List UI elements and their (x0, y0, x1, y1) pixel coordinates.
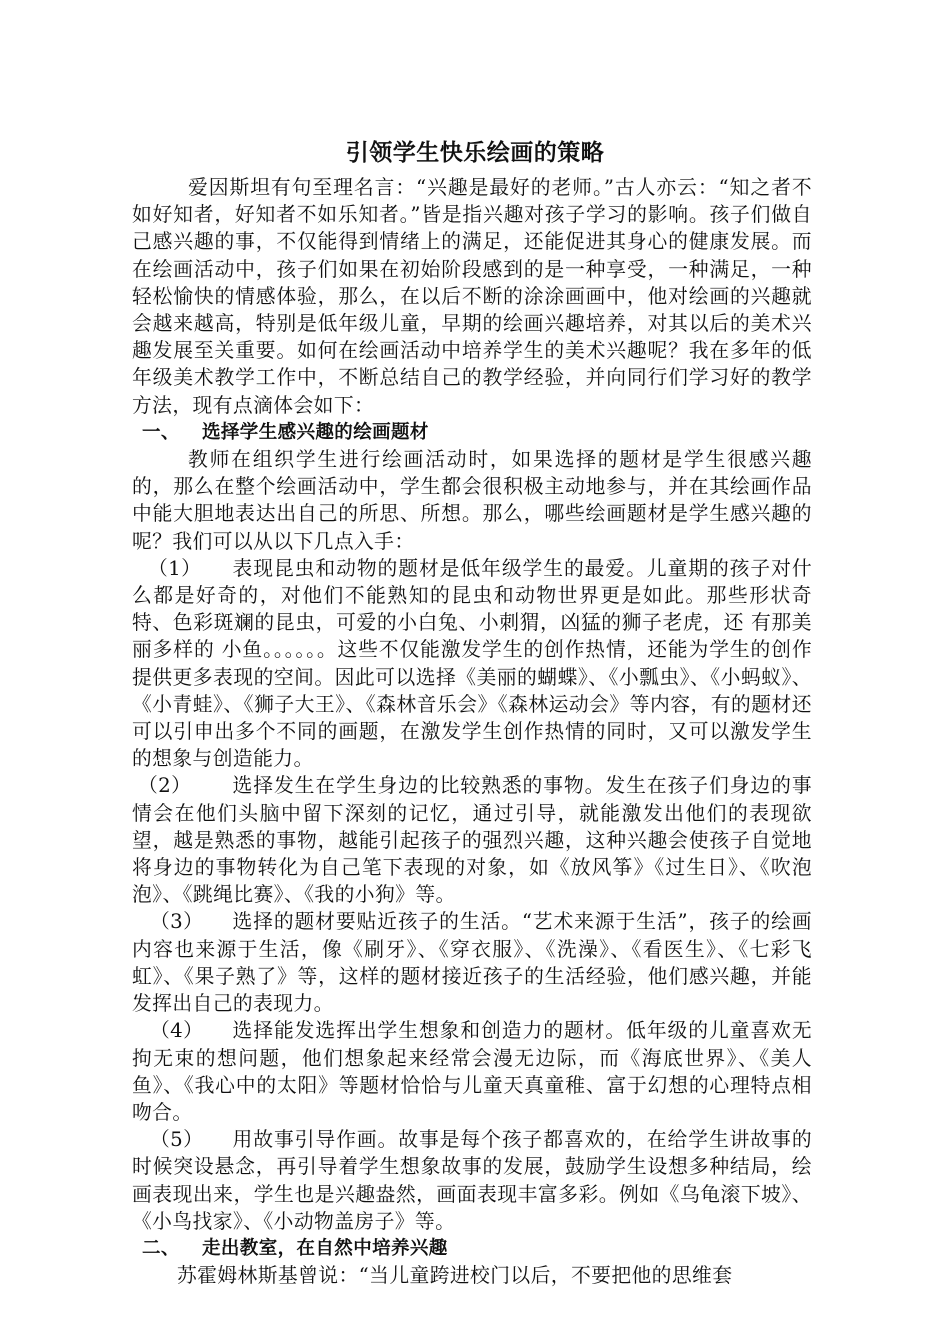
section-heading-2 (132, 1235, 812, 1262)
section-title-1: 选择学生感兴趣的绘画题材 (202, 421, 429, 443)
list-item-2 (132, 772, 812, 908)
list-item-5 (132, 1126, 812, 1235)
intro-paragraph: 爱因斯坦有句至理名言：“兴趣是最好的老师。”古人亦云：“知之者不如好知者，好知者不如乐知者。”皆是指兴趣对孩子学习的影响。孩子们做自己感兴趣的事，不仅能得到情绪上的满足，还能促进其身心的健康发展。而在绘画活动中，孩子们如果在初始阶段感到的是一种享受，一种满足，一种轻松愉快的情感体验，那么，在以后不断的涂涂画画中，他对绘画的兴趣就会越来越高，特别是低年级儿童，早期的绘画兴趣培养，对其以后的美术兴趣发展至关重要。如何在绘画活动中培养学生的美术兴趣呢？我在多年的低年级美术教学工作中，不断总结自己的教学经验，并向同行们学习好的教学方法，现有点滴体会如下： (132, 176, 812, 417)
section-number-1: 一、 (142, 421, 180, 443)
list-item-number: （1） (148, 556, 202, 580)
document-body (132, 174, 812, 1289)
list-item-number: （4） (150, 1019, 204, 1043)
section-heading-1 (132, 419, 812, 446)
list-item-text: 选择发生在学生身边的比较熟悉的事物。发生在孩子们身边的事情会在他们头脑中留下深刻的记忆，通过引导，就能激发出他们的表现欲望，越是熟悉的事物，越能引起孩子的强烈兴趣，这种兴趣会使孩子自觉地将身边的事物转化为自己笔下表现的对象，如《放风筝》《过生日》、《吹泡泡》、《跳绳比赛》、《我的小狗》等。 (132, 774, 812, 907)
list-item-number: （5） (150, 1128, 204, 1152)
list-item-text: 表现昆虫和动物的题材是低年级学生的最爱。儿童期的孩子对什么都是好奇的，对他们不能熟知的昆虫和动物世界更是如此。那些形状奇特、色彩斑斓的昆虫，可爱的小白兔、小刺猬，凶猛的狮子老虎，还 有那美丽多样的 小鱼。。。。。。这些不仅能激发学生的创作热情，还能为学生的创作提供更多表现的空间。因此可以选择《美丽的蝴蝶》、《小瓢虫》、《小蚂蚁》、《小青蛙》、《狮子大王》、《森林音乐会》《森林运动会》等内容，有的题材还可以引申出多个不同的画题，在激发学生创作热情的同时，又可以激发学生的想象与创造能力。 (132, 556, 812, 771)
list-item-3 (132, 908, 812, 1017)
list-item-1 (132, 555, 812, 773)
list-item-text: 选择能发选挥出学生想象和创造力的题材。低年级的儿童喜欢无拘无束的想问题，他们想象起来经常会漫无边际，而《海底世界》、《美人鱼》、《我心中的太阳》等题材恰恰与儿童天真童稚、富于幻想的心理特点相吻合。 (132, 1019, 812, 1124)
list-item-number: （2） (138, 774, 192, 798)
list-item-text: 选择的题材要贴近孩子的生活。“艺术来源于生活”，孩子的绘画内容也来源于生活，像《刷牙》、《穿衣服》、《洗澡》、《看医生》、《七彩飞虹》、《果子熟了》等，这样的题材接近孩子的生活经验，他们感兴趣，并能发挥出自己的表现力。 (132, 910, 812, 1016)
list-item-number: （3） (150, 910, 204, 934)
list-item-text: 用故事引导作画。故事是每个孩子都喜欢的，在给学生讲故事的时候突设悬念，再引导着学生想象故事的发展，鼓励学生设想多种结局，绘画表现出来，学生也是兴趣盎然，画面表现丰富多彩。例如《乌龟滚下坡》、《小鸟找家》、《小动物盖房子》等。 (132, 1128, 812, 1233)
list-item-4 (132, 1017, 812, 1126)
section-title-2: 走出教室，在自然中培养兴趣 (202, 1237, 448, 1259)
section1-paragraph: 教师在组织学生进行绘画活动时，如果选择的题材是学生很感兴趣的，那么在整个绘画活动中，学生都会很积极主动地参与，并在其绘画作品中能大胆地表达出自己的所思、所想。那么，哪些绘画题材是学生感兴趣的呢？我们可以从以下几点入手： (132, 448, 812, 553)
section2-paragraph: 苏霍姆林斯基曾说：“当儿童跨进校门以后，不要把他的思维套 (177, 1264, 733, 1288)
section-number-2: 二、 (142, 1237, 180, 1259)
document-title: 引领学生快乐绘画的策略 (345, 140, 605, 166)
